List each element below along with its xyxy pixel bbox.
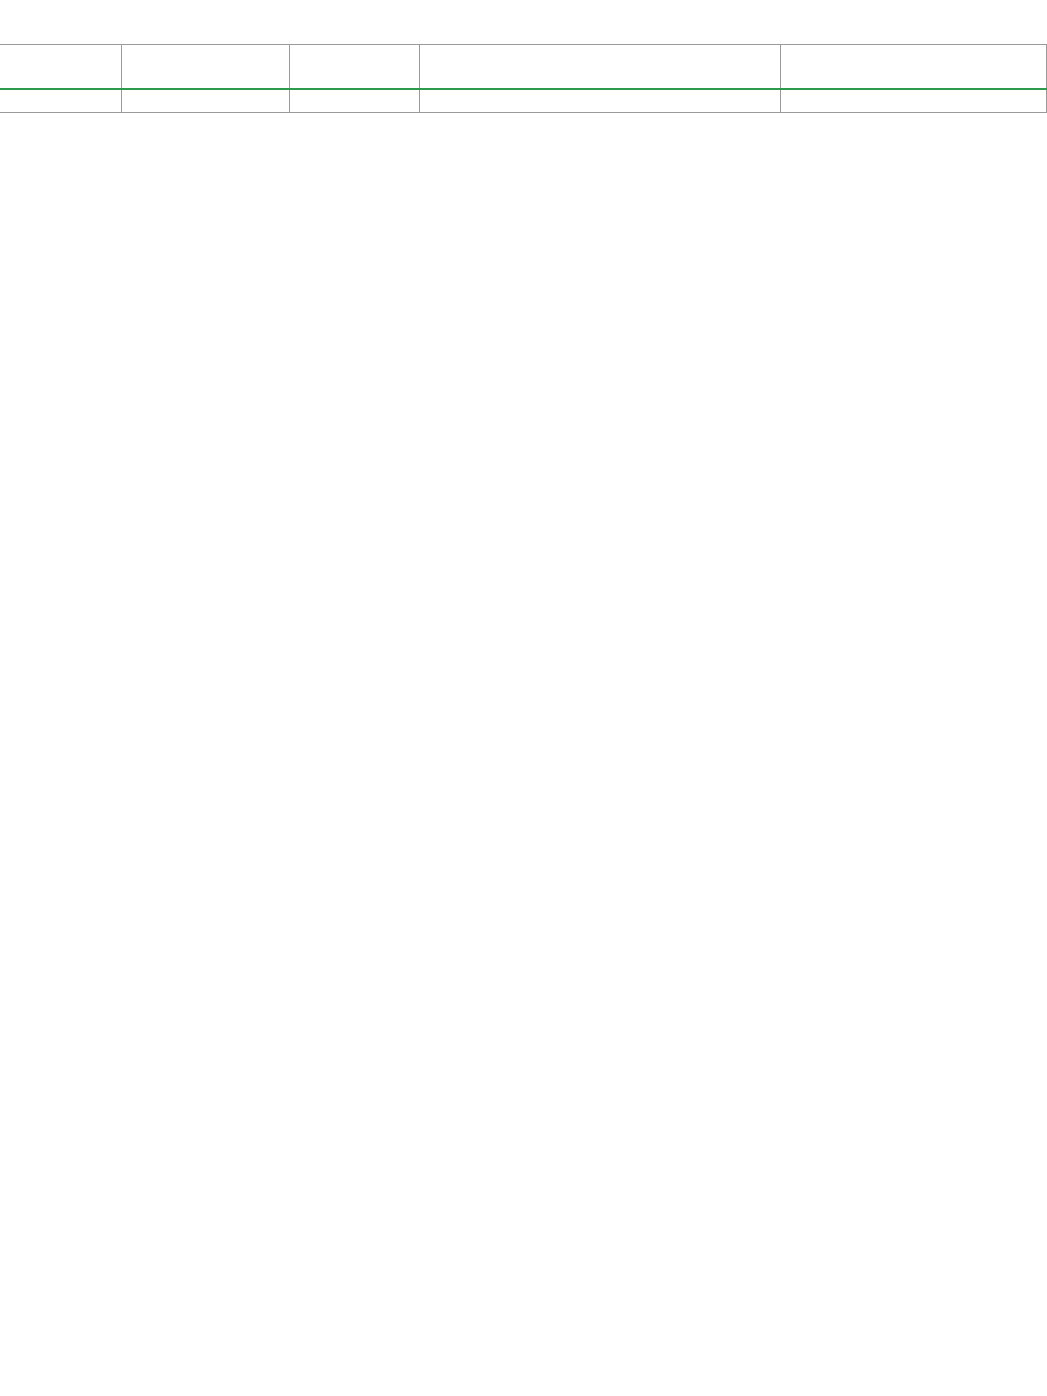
table-header — [0, 44, 1047, 89]
header-participants[interactable] — [781, 45, 1047, 89]
header-description[interactable] — [420, 45, 781, 89]
header-game-name[interactable] — [122, 45, 290, 89]
header-number[interactable] — [0, 45, 122, 89]
partial-row — [0, 90, 1047, 113]
sheet-title — [0, 0, 1047, 44]
header-type[interactable] — [290, 45, 420, 89]
